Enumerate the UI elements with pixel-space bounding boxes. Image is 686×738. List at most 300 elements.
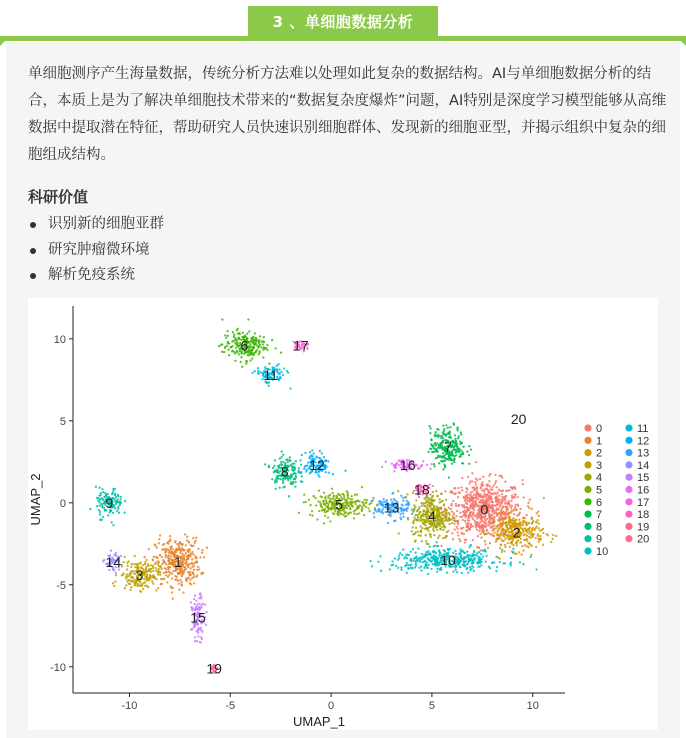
- data-point: [530, 534, 532, 536]
- data-point: [200, 641, 202, 643]
- data-point: [185, 544, 187, 546]
- data-point: [274, 347, 276, 349]
- data-point: [149, 576, 151, 578]
- data-point: [163, 543, 165, 545]
- data-point: [189, 571, 191, 573]
- data-point: [434, 433, 436, 435]
- data-point: [460, 532, 462, 534]
- data-point: [477, 557, 479, 559]
- data-point: [95, 486, 97, 488]
- data-point: [465, 487, 467, 489]
- y-tick-label: 5: [59, 415, 66, 428]
- legend-swatch: [625, 449, 632, 456]
- data-point: [483, 488, 485, 490]
- data-point: [478, 551, 480, 553]
- data-point: [259, 335, 261, 337]
- data-point: [288, 495, 290, 497]
- data-point: [366, 499, 368, 501]
- data-point: [369, 560, 371, 562]
- data-point: [187, 556, 189, 558]
- data-point: [361, 505, 363, 507]
- data-point: [471, 504, 473, 506]
- data-point: [503, 518, 505, 520]
- data-point: [301, 454, 303, 456]
- data-point: [176, 576, 178, 578]
- data-point: [378, 508, 380, 510]
- data-point: [288, 459, 290, 461]
- data-point: [444, 525, 446, 527]
- data-point: [471, 480, 473, 482]
- cluster-6-points: [218, 318, 282, 368]
- legend-swatch: [625, 437, 632, 444]
- data-point: [450, 503, 452, 505]
- data-point: [257, 367, 259, 369]
- data-point: [294, 478, 296, 480]
- data-point: [495, 539, 497, 541]
- data-point: [100, 503, 102, 505]
- data-point: [495, 486, 497, 488]
- data-point: [257, 372, 259, 374]
- legend-swatch: [584, 523, 591, 530]
- data-point: [437, 434, 439, 436]
- data-point: [424, 565, 426, 567]
- data-point: [517, 505, 519, 507]
- data-point: [422, 510, 424, 512]
- data-point: [347, 496, 349, 498]
- data-point: [436, 558, 438, 560]
- data-point: [483, 491, 485, 493]
- data-point: [504, 538, 506, 540]
- data-point: [468, 454, 470, 456]
- data-point: [415, 527, 417, 529]
- data-point: [512, 509, 514, 511]
- section-heading: 3 、单细胞数据分析: [248, 6, 438, 36]
- data-point: [509, 538, 511, 540]
- data-point: [413, 519, 415, 521]
- data-point: [496, 566, 498, 568]
- data-point: [192, 537, 194, 539]
- data-point: [309, 504, 311, 506]
- data-point: [125, 584, 127, 586]
- data-point: [358, 512, 360, 514]
- data-point: [480, 483, 482, 485]
- data-point: [184, 566, 186, 568]
- list-item-label: 识别新的细胞亚群: [48, 216, 164, 232]
- data-point: [495, 570, 497, 572]
- data-point: [458, 562, 460, 564]
- data-point: [200, 597, 202, 599]
- data-point: [470, 448, 472, 450]
- data-point: [184, 533, 186, 535]
- data-point: [373, 512, 375, 514]
- data-point: [128, 583, 130, 585]
- data-point: [406, 493, 408, 495]
- data-point: [364, 499, 366, 501]
- data-point: [170, 555, 172, 557]
- data-point: [197, 635, 199, 637]
- data-point: [430, 568, 432, 570]
- data-point: [236, 350, 238, 352]
- data-point: [464, 520, 466, 522]
- data-point: [237, 338, 239, 340]
- data-point: [260, 346, 262, 348]
- data-point: [510, 507, 512, 509]
- data-point: [331, 488, 333, 490]
- data-point: [165, 571, 167, 573]
- data-point: [415, 518, 417, 520]
- data-point: [127, 565, 129, 567]
- data-point: [195, 561, 197, 563]
- data-point: [183, 569, 185, 571]
- bullet-icon: [30, 248, 36, 254]
- data-point: [455, 451, 457, 453]
- data-point: [194, 594, 196, 596]
- data-point: [294, 473, 296, 475]
- data-point: [411, 530, 413, 532]
- data-point: [491, 486, 493, 488]
- data-point: [460, 527, 462, 529]
- data-point: [126, 573, 128, 575]
- data-point: [226, 330, 228, 332]
- data-point: [472, 511, 474, 513]
- legend-swatch: [584, 498, 591, 505]
- data-point: [511, 488, 513, 490]
- data-point: [110, 550, 112, 552]
- data-point: [500, 519, 502, 521]
- data-point: [174, 550, 176, 552]
- cluster-label-8: 8: [280, 463, 289, 480]
- data-point: [232, 331, 234, 333]
- data-point: [459, 540, 461, 542]
- data-point: [151, 580, 153, 582]
- legend-swatch: [584, 461, 591, 468]
- data-point: [410, 558, 412, 560]
- y-tick-label: 0: [59, 497, 66, 510]
- data-point: [290, 481, 292, 483]
- data-point: [271, 339, 273, 341]
- data-point: [473, 494, 475, 496]
- data-point: [451, 491, 453, 493]
- data-point: [361, 486, 363, 488]
- data-point: [501, 490, 503, 492]
- data-point: [134, 584, 136, 586]
- legend-label: 13: [637, 447, 650, 460]
- data-point: [501, 477, 503, 479]
- data-point: [191, 551, 193, 553]
- data-point: [446, 520, 448, 522]
- legend-label: 3: [596, 459, 603, 472]
- data-point: [278, 368, 280, 370]
- data-point: [444, 466, 446, 468]
- data-point: [448, 476, 450, 478]
- y-tick-label: -10: [50, 661, 66, 674]
- data-point: [254, 332, 256, 334]
- data-point: [468, 445, 470, 447]
- data-point: [259, 344, 261, 346]
- data-point: [278, 378, 280, 380]
- data-point: [406, 572, 408, 574]
- data-point: [501, 523, 503, 525]
- data-point: [433, 443, 435, 445]
- data-point: [451, 459, 453, 461]
- data-point: [186, 536, 188, 538]
- cluster-label-3: 3: [135, 566, 144, 583]
- data-point: [204, 603, 206, 605]
- data-point: [438, 444, 440, 446]
- data-point: [495, 511, 497, 513]
- data-point: [451, 463, 453, 465]
- data-point: [436, 568, 438, 570]
- data-point: [478, 547, 480, 549]
- data-point: [98, 509, 100, 511]
- data-point: [453, 424, 455, 426]
- data-point: [482, 476, 484, 478]
- data-point: [272, 467, 274, 469]
- data-point: [324, 515, 326, 517]
- data-point: [422, 561, 424, 563]
- data-point: [163, 572, 165, 574]
- data-point: [515, 508, 517, 510]
- data-point: [407, 517, 409, 519]
- data-point: [536, 519, 538, 521]
- data-point: [420, 565, 422, 567]
- data-point: [493, 525, 495, 527]
- data-point: [135, 563, 137, 565]
- data-point: [381, 466, 383, 468]
- data-point: [279, 487, 281, 489]
- data-point: [413, 508, 415, 510]
- data-point: [423, 521, 425, 523]
- data-point: [462, 550, 464, 552]
- data-point: [505, 517, 507, 519]
- data-point: [251, 372, 253, 374]
- data-point: [510, 486, 512, 488]
- data-point: [193, 603, 195, 605]
- data-point: [238, 353, 240, 355]
- data-point: [436, 545, 438, 547]
- legend-label: 14: [637, 459, 650, 472]
- data-point: [422, 460, 424, 462]
- data-point: [152, 565, 154, 567]
- data-point: [440, 460, 442, 462]
- data-point: [181, 581, 183, 583]
- data-point: [171, 591, 173, 593]
- data-point: [495, 493, 497, 495]
- data-point: [439, 569, 441, 571]
- data-point: [426, 567, 428, 569]
- data-point: [189, 567, 191, 569]
- data-point: [158, 542, 160, 544]
- data-point: [475, 497, 477, 499]
- data-point: [437, 562, 439, 564]
- y-tick-label: -5: [56, 579, 66, 592]
- data-point: [305, 501, 307, 503]
- data-point: [514, 506, 516, 508]
- data-point: [224, 347, 226, 349]
- data-point: [531, 529, 533, 531]
- data-point: [323, 503, 325, 505]
- data-point: [402, 512, 404, 514]
- legend-label: 12: [637, 435, 650, 448]
- data-point: [376, 504, 378, 506]
- data-point: [187, 571, 189, 573]
- data-point: [462, 506, 464, 508]
- data-point: [115, 503, 117, 505]
- data-point: [397, 490, 399, 492]
- data-point: [142, 588, 144, 590]
- data-point: [429, 432, 431, 434]
- legend-label: 2: [596, 447, 603, 460]
- data-point: [500, 475, 502, 477]
- data-point: [463, 496, 465, 498]
- data-point: [543, 497, 545, 499]
- data-point: [128, 573, 130, 575]
- data-point: [482, 555, 484, 557]
- data-point: [436, 495, 438, 497]
- data-point: [473, 508, 475, 510]
- data-point: [445, 499, 447, 501]
- legend-swatch: [584, 449, 591, 456]
- data-point: [438, 462, 440, 464]
- data-point: [502, 530, 504, 532]
- data-point: [518, 551, 520, 553]
- data-point: [462, 519, 464, 521]
- data-point: [158, 561, 160, 563]
- data-point: [542, 528, 544, 530]
- data-point: [453, 520, 455, 522]
- data-point: [485, 560, 487, 562]
- data-point: [178, 545, 180, 547]
- data-point: [453, 522, 455, 524]
- data-point: [227, 349, 229, 351]
- data-point: [413, 533, 415, 535]
- data-point: [465, 530, 467, 532]
- data-point: [154, 543, 156, 545]
- data-point: [426, 504, 428, 506]
- data-point: [304, 452, 306, 454]
- data-point: [161, 556, 163, 558]
- data-point: [453, 446, 455, 448]
- data-point: [174, 579, 176, 581]
- data-point: [488, 513, 490, 515]
- data-point: [443, 549, 445, 551]
- data-point: [191, 566, 193, 568]
- data-point: [143, 556, 145, 558]
- data-point: [324, 497, 326, 499]
- data-point: [448, 517, 450, 519]
- data-point: [152, 574, 154, 576]
- data-point: [224, 334, 226, 336]
- data-point: [160, 578, 162, 580]
- data-point: [404, 496, 406, 498]
- data-point: [403, 557, 405, 559]
- data-point: [465, 555, 467, 557]
- data-point: [475, 500, 477, 502]
- data-point: [185, 559, 187, 561]
- data-point: [496, 503, 498, 505]
- legend-label: 0: [596, 423, 603, 435]
- data-point: [455, 515, 457, 517]
- data-point: [519, 521, 521, 523]
- data-point: [431, 560, 433, 562]
- data-point: [124, 556, 126, 558]
- data-point: [299, 459, 301, 461]
- data-point: [399, 507, 401, 509]
- data-point: [527, 546, 529, 548]
- data-point: [485, 497, 487, 499]
- data-point: [429, 546, 431, 548]
- cluster-label-7: 7: [444, 439, 452, 456]
- data-point: [413, 517, 415, 519]
- data-point: [140, 591, 142, 593]
- data-point: [96, 505, 98, 507]
- data-point: [490, 527, 492, 529]
- data-point: [430, 448, 432, 450]
- data-point: [459, 512, 461, 514]
- data-point: [311, 514, 313, 516]
- data-point: [474, 503, 476, 505]
- data-point: [485, 555, 487, 557]
- y-axis-label: UMAP_2: [28, 473, 43, 526]
- data-point: [436, 529, 438, 531]
- data-point: [191, 628, 193, 630]
- data-point: [467, 476, 469, 478]
- data-point: [484, 543, 486, 545]
- data-point: [124, 500, 126, 502]
- data-point: [464, 506, 466, 508]
- data-point: [397, 567, 399, 569]
- data-point: [446, 572, 448, 574]
- data-point: [308, 499, 310, 501]
- data-point: [434, 562, 436, 564]
- data-point: [152, 559, 154, 561]
- data-point: [455, 569, 457, 571]
- data-point: [145, 566, 147, 568]
- data-point: [461, 572, 463, 574]
- data-point: [458, 435, 460, 437]
- data-point: [196, 603, 198, 605]
- data-point: [552, 534, 554, 536]
- legend-swatch: [625, 535, 632, 542]
- data-point: [191, 562, 193, 564]
- data-point: [479, 559, 481, 561]
- scatter-points: [89, 318, 557, 677]
- data-point: [330, 501, 332, 503]
- data-point: [429, 468, 431, 470]
- legend-swatch: [584, 547, 591, 554]
- data-point: [351, 495, 353, 497]
- data-point: [391, 560, 393, 562]
- data-point: [460, 454, 462, 456]
- data-point: [333, 513, 335, 515]
- data-point: [420, 535, 422, 537]
- data-point: [196, 557, 198, 559]
- research-value-title: 科研价值: [28, 188, 89, 206]
- data-point: [437, 537, 439, 539]
- data-point: [535, 527, 537, 529]
- data-point: [510, 564, 512, 566]
- data-point: [461, 477, 463, 479]
- data-point: [451, 532, 453, 534]
- data-point: [190, 544, 192, 546]
- data-point: [158, 565, 160, 567]
- data-point: [292, 481, 294, 483]
- data-point: [117, 508, 119, 510]
- data-point: [436, 514, 438, 516]
- data-point: [144, 585, 146, 587]
- data-point: [476, 555, 478, 557]
- data-point: [351, 501, 353, 503]
